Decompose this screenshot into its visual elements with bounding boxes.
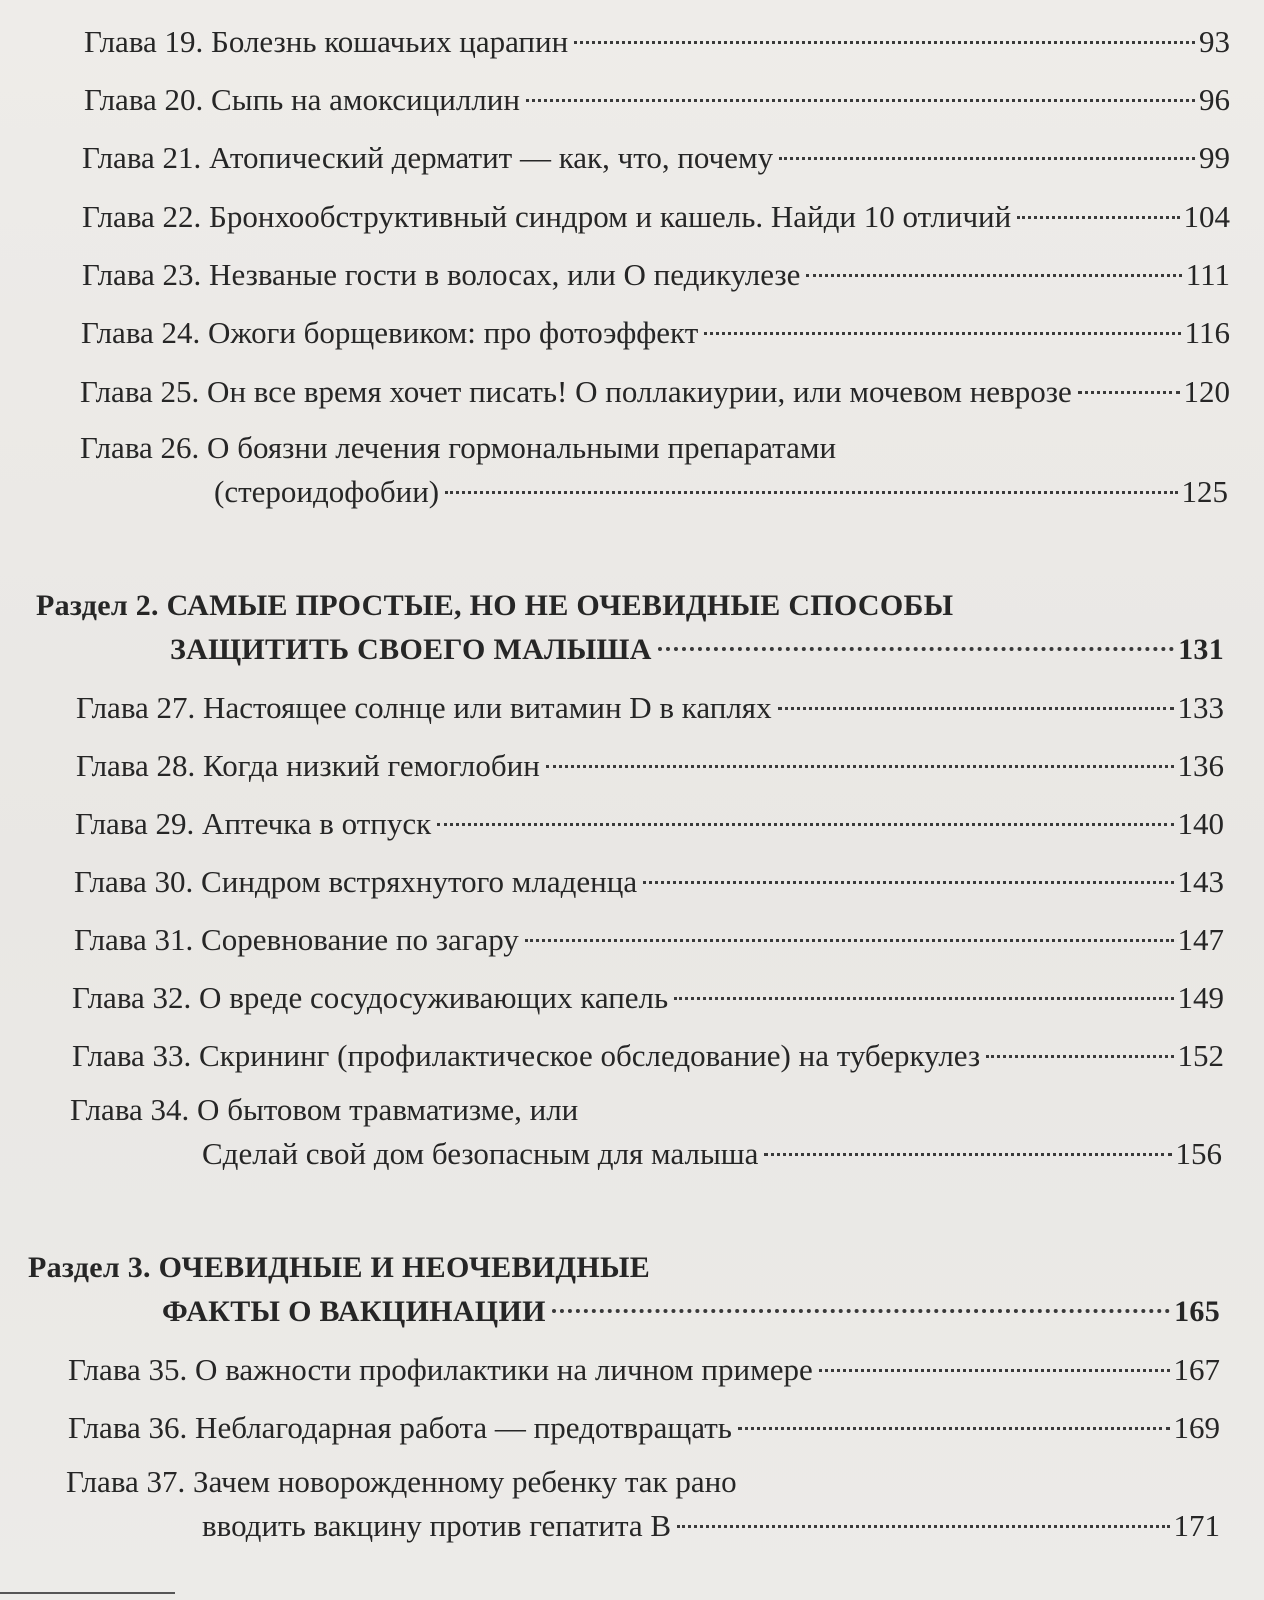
toc-section-title-continued: ФАКТЫ О ВАКЦИНАЦИИ bbox=[162, 1295, 546, 1328]
toc-entry-chapter-34-line-1 bbox=[70, 1092, 1224, 1128]
toc-section-2-line-1 bbox=[36, 588, 1226, 624]
toc-page-number: 116 bbox=[1184, 315, 1230, 350]
toc-entry-title: Глава 34. О бытовом травматизме, или bbox=[70, 1092, 579, 1127]
toc-entry-title: Глава 23. Незваные гости в волосах, или О педикулезе bbox=[82, 257, 801, 292]
toc-page-number: 111 bbox=[1185, 257, 1230, 292]
toc-entry-title: Глава 22. Бронхообструктивный синдром и кашель. Найди 10 отличий bbox=[82, 199, 1012, 234]
toc-page-number: 149 bbox=[1177, 980, 1224, 1015]
toc-entry-title-continued: (стероидофобии) bbox=[214, 474, 440, 509]
toc-section-title-continued: ЗАЩИТИТЬ СВОЕГО МАЛЫША bbox=[170, 633, 652, 666]
toc-entry-chapter-20 bbox=[84, 82, 1230, 118]
toc-entry-title: Глава 19. Болезнь кошачьих царапин bbox=[84, 24, 569, 59]
toc-entry-chapter-26-line-1 bbox=[80, 430, 1230, 466]
dot-leader bbox=[546, 765, 1174, 768]
toc-page-number: 120 bbox=[1183, 374, 1230, 409]
dot-leader bbox=[674, 997, 1173, 1000]
dot-leader bbox=[819, 1369, 1170, 1372]
toc-entry-chapter-30 bbox=[74, 864, 1224, 900]
toc-entry-title: Глава 26. О боязни лечения гормональными препаратами bbox=[80, 430, 837, 465]
toc-page-number: 169 bbox=[1173, 1410, 1220, 1445]
toc-entry-chapter-22 bbox=[82, 199, 1230, 235]
toc-entry-chapter-36 bbox=[68, 1410, 1220, 1446]
toc-page-number: 156 bbox=[1175, 1136, 1222, 1171]
dot-leader bbox=[445, 491, 1177, 494]
toc-entry-title-continued: Сделай свой дом безопасным для малыша bbox=[202, 1136, 759, 1171]
toc-entry-chapter-35 bbox=[68, 1352, 1220, 1388]
toc-entry-title: Глава 31. Соревнование по загару bbox=[74, 922, 519, 957]
toc-page-number: 93 bbox=[1199, 24, 1230, 59]
toc-entry-chapter-37-line-2 bbox=[202, 1508, 1220, 1544]
toc-page-number: 131 bbox=[1178, 633, 1224, 666]
toc-page-number: 96 bbox=[1199, 82, 1230, 117]
toc-entry-chapter-21 bbox=[82, 140, 1230, 176]
toc-entry-title: Глава 20. Сыпь на амоксициллин bbox=[84, 82, 520, 117]
toc-page-number: 143 bbox=[1177, 864, 1224, 899]
dot-leader bbox=[738, 1427, 1170, 1430]
toc-section-title: Раздел 2. САМЫЕ ПРОСТЫЕ, НО НЕ ОЧЕВИДНЫЕ СПОСОБЫ bbox=[36, 589, 954, 622]
toc-entry-chapter-29 bbox=[75, 806, 1224, 842]
dot-leader bbox=[643, 881, 1173, 884]
toc-entry-title: Глава 29. Аптечка в отпуск bbox=[75, 806, 432, 841]
dot-leader bbox=[986, 1055, 1173, 1058]
toc-entry-title: Глава 36. Неблагодарная работа — предотвращать bbox=[68, 1410, 732, 1445]
toc-entry-chapter-25 bbox=[80, 374, 1230, 410]
toc-entry-title: Глава 30. Синдром встряхнутого младенца bbox=[74, 864, 638, 899]
toc-entry-title: Глава 33. Скрининг (профилактическое обследование) на туберкулез bbox=[72, 1038, 981, 1073]
toc-page-number: 147 bbox=[1177, 922, 1224, 957]
toc-entry-title: Глава 25. Он все время хочет писать! О поллакиурии, или мочевом неврозе bbox=[80, 374, 1072, 409]
toc-entry-chapter-28 bbox=[76, 748, 1224, 784]
toc-entry-title: Глава 35. О важности профилактики на личном примере bbox=[68, 1352, 813, 1387]
toc-entry-chapter-33 bbox=[72, 1038, 1224, 1074]
toc-entry-title: Глава 37. Зачем новорожденному ребенку так рано bbox=[66, 1464, 737, 1499]
bottom-rule bbox=[0, 1592, 175, 1594]
dot-leader bbox=[526, 99, 1195, 102]
toc-page-number: 136 bbox=[1177, 748, 1224, 783]
dot-leader bbox=[658, 647, 1174, 651]
dot-leader bbox=[574, 41, 1195, 44]
toc-page-number: 167 bbox=[1173, 1352, 1220, 1387]
toc-page-number: 140 bbox=[1177, 806, 1224, 841]
toc-entry-chapter-26-line-2 bbox=[214, 474, 1228, 510]
toc-entry-title: Глава 27. Настоящее солнце или витамин D в каплях bbox=[76, 690, 772, 725]
toc-entry-chapter-19 bbox=[84, 24, 1230, 60]
dot-leader bbox=[1078, 391, 1180, 394]
toc-entry-chapter-37-line-1 bbox=[66, 1464, 1220, 1500]
toc-page-number: 133 bbox=[1177, 690, 1224, 725]
toc-page-number: 171 bbox=[1173, 1508, 1220, 1543]
toc-entry-title: Глава 32. О вреде сосудосуживающих капель bbox=[72, 980, 669, 1015]
toc-entry-title: Глава 21. Атопический дерматит — как, что, почему bbox=[82, 140, 774, 175]
dot-leader bbox=[764, 1153, 1171, 1156]
toc-section-3-line-2 bbox=[162, 1294, 1220, 1330]
dot-leader bbox=[437, 823, 1173, 826]
toc-page-number: 152 bbox=[1177, 1038, 1224, 1073]
toc-page-number: 165 bbox=[1174, 1295, 1220, 1328]
dot-leader bbox=[677, 1525, 1169, 1528]
toc-section-2-line-2 bbox=[170, 632, 1224, 668]
toc-section-title: Раздел 3. ОЧЕВИДНЫЕ И НЕОЧЕВИДНЫЕ bbox=[28, 1251, 651, 1284]
toc-entry-chapter-24 bbox=[81, 315, 1230, 351]
dot-leader bbox=[779, 157, 1195, 160]
dot-leader bbox=[704, 332, 1180, 335]
toc-entry-chapter-27 bbox=[76, 690, 1224, 726]
toc-entry-chapter-23 bbox=[82, 257, 1230, 293]
toc-entry-title: Глава 28. Когда низкий гемоглобин bbox=[76, 748, 540, 783]
dot-leader bbox=[525, 939, 1174, 942]
toc-page-number: 104 bbox=[1183, 199, 1230, 234]
toc-section-3-line-1 bbox=[28, 1250, 1222, 1286]
dot-leader bbox=[1017, 216, 1179, 219]
dot-leader bbox=[552, 1309, 1170, 1313]
dot-leader bbox=[778, 707, 1174, 710]
toc-entry-title: Глава 24. Ожоги борщевиком: про фотоэффект bbox=[81, 315, 699, 350]
toc-entry-title-continued: вводить вакцину против гепатита В bbox=[202, 1508, 672, 1543]
dot-leader bbox=[806, 274, 1181, 277]
toc-page-number: 125 bbox=[1181, 474, 1228, 509]
toc-page-number: 99 bbox=[1199, 140, 1230, 175]
toc-entry-chapter-34-line-2 bbox=[202, 1136, 1222, 1172]
toc-entry-chapter-32 bbox=[72, 980, 1224, 1016]
toc-entry-chapter-31 bbox=[74, 922, 1224, 958]
